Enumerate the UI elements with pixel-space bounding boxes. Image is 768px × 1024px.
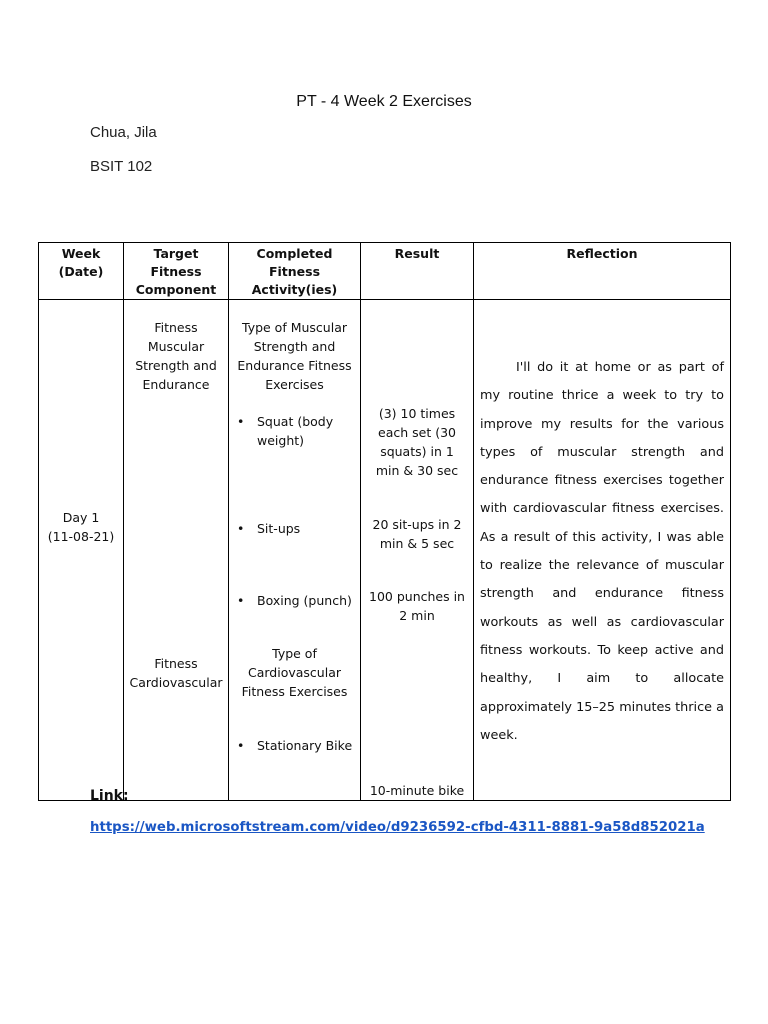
header-reflection: Reflection: [474, 243, 731, 300]
reflection-text: I'll do it at home or as part of my routine thrice a week to try to improve my results for the various types of muscular strength and endurance fitness exercises together with cardiovascular fitness exercises. As a result of this activity, I was able to realize the relevance of muscular strength and endurance fitness workouts as well as cardiovascular fitness workouts. To keep active and healthy, I aim to allocate approximately 15–25 minutes thrice a week.: [480, 360, 724, 743]
header-target: Target Fitness Component: [124, 243, 229, 300]
bullet-icon: •: [237, 521, 245, 536]
result-situps: 20 sit-ups in 2 min & 5 sec: [372, 517, 462, 551]
bullet-icon: •: [237, 593, 245, 608]
day-label: Day 1: [62, 510, 100, 525]
link-label: Link:: [90, 788, 129, 804]
activity-bike: • Stationary Bike: [237, 738, 353, 753]
result-boxing: 100 punches in 2 min: [369, 589, 465, 623]
result-squat: (3) 10 times each set (30 squats) in 1 min & 30 sec: [375, 406, 459, 478]
date-label: (11-08-21): [47, 529, 115, 544]
bullet-icon: •: [237, 738, 245, 753]
cell-week: [39, 300, 124, 801]
activity-boxing: • Boxing (punch): [237, 593, 352, 608]
cell-target: [124, 300, 229, 801]
cell-reflection: [474, 300, 731, 801]
bullet-icon: •: [237, 414, 245, 429]
video-link[interactable]: https://web.microsoftstream.com/video/d9236592-cfbd-4311-8881-9a58d852021a: [90, 820, 705, 835]
header-week: Week (Date): [39, 243, 124, 300]
target-muscular: Fitness Muscular Strength and Endurance: [135, 320, 217, 392]
student-name: Chua, Jila: [90, 124, 157, 141]
exercise-table: [38, 242, 731, 801]
table-row: [39, 300, 731, 801]
activity-squat: • Squat (body weight): [237, 414, 334, 448]
activity-group-muscular: Type of Muscular Strength and Endurance Fitness Exercises: [237, 320, 352, 392]
table-header-row: [39, 243, 731, 300]
result-bike: 10-minute bike: [369, 783, 465, 798]
target-cardio: Fitness Cardiovascular: [129, 656, 223, 690]
cell-activities: [229, 300, 361, 801]
cell-results: [361, 300, 474, 801]
header-result: Result: [361, 243, 474, 300]
student-section: BSIT 102: [90, 158, 153, 175]
activity-group-cardio: Type of Cardiovascular Fitness Exercises: [241, 646, 348, 699]
header-completed: Completed Fitness Activity(ies): [229, 243, 361, 300]
activity-situps: • Sit-ups: [237, 521, 301, 536]
document-title: PT - 4 Week 2 Exercises: [296, 93, 472, 110]
